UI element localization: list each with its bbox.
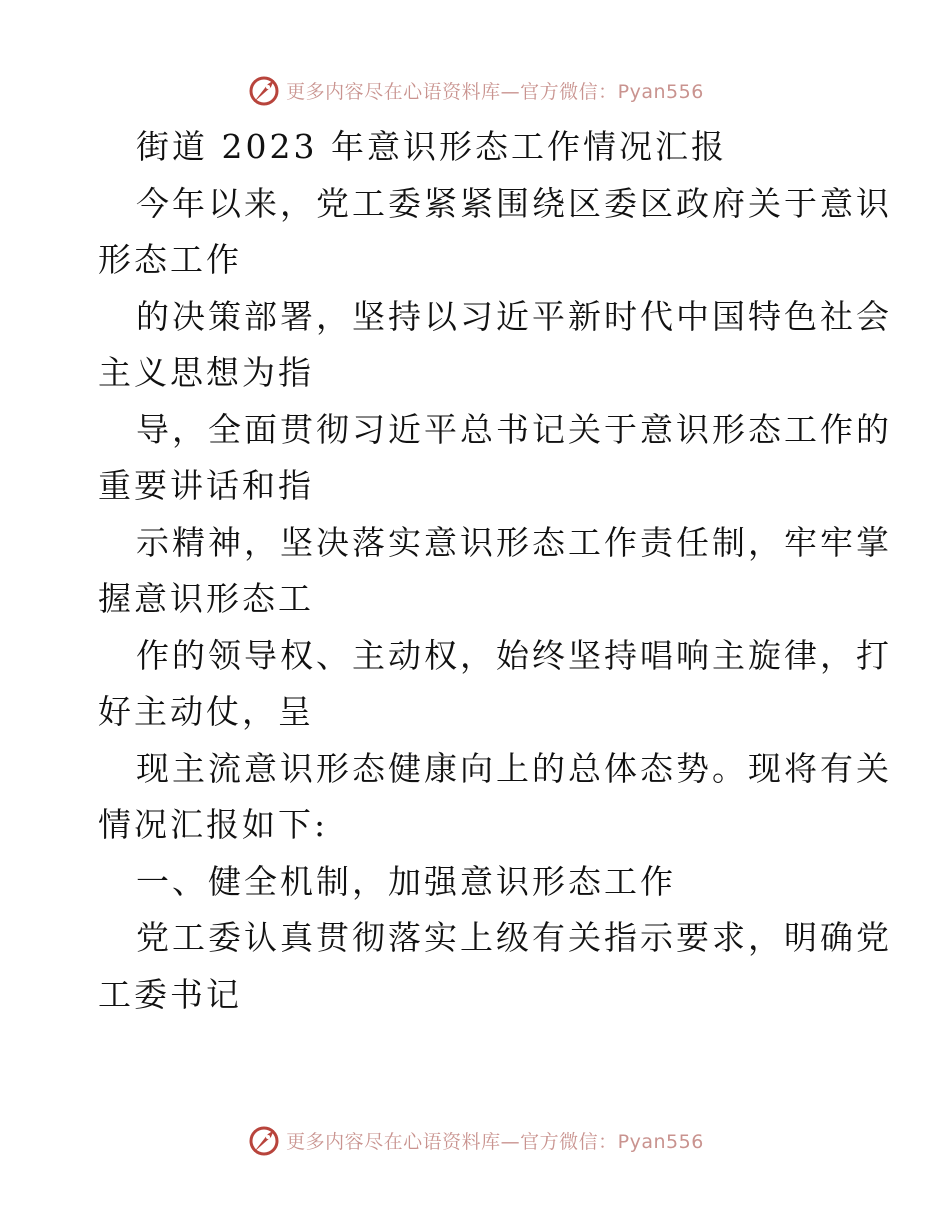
footer-banner	[0, 1120, 950, 1160]
paragraph-line: 好主动仗，呈	[98, 692, 314, 731]
paragraph-line: 握意识形态工	[98, 579, 314, 618]
paragraph-line: 情况汇报如下:	[98, 805, 329, 844]
paragraph-line: 党工委认真贯彻落实上级有关指示要求，明确党	[136, 918, 892, 957]
paragraph-line: 主义思想为指	[98, 353, 314, 392]
paragraph-line: 的决策部署，坚持以习近平新时代中国特色社会	[136, 296, 892, 336]
paragraph-line: 工委书记	[98, 974, 242, 1014]
paragraph-line: 作的领导权、主动权，始终坚持唱响主旋律，打	[136, 635, 892, 675]
paragraph-line: 今年以来，党工委紧紧围绕区委区政府关于意识	[136, 183, 892, 223]
pen-nib-logo-icon	[246, 72, 282, 108]
paragraph-line: 导，全面贯彻习近平总书记关于意识形态工作的	[136, 409, 892, 449]
paragraph-line: 现主流意识形态健康向上的总体态势。现将有关	[136, 748, 892, 788]
footer-banner-text: 更多内容尽在心语资料库—官方微信：Pyan556	[286, 1130, 704, 1153]
paragraph-line: 重要讲话和指	[98, 466, 314, 505]
header-banner-text: 更多内容尽在心语资料库—官方微信：Pyan556	[286, 80, 704, 103]
pen-nib-logo-icon	[246, 1122, 282, 1158]
paragraph-line: 形态工作	[98, 240, 242, 279]
document-title: 街道 2023 年意识形态工作情况汇报	[136, 127, 727, 166]
header-banner	[0, 70, 950, 110]
document-body	[98, 119, 892, 1023]
paragraph-line: 示精神，坚决落实意识形态工作责任制，牢牢掌	[136, 522, 892, 562]
section-heading: 一、健全机制，加强意识形态工作	[136, 861, 676, 901]
